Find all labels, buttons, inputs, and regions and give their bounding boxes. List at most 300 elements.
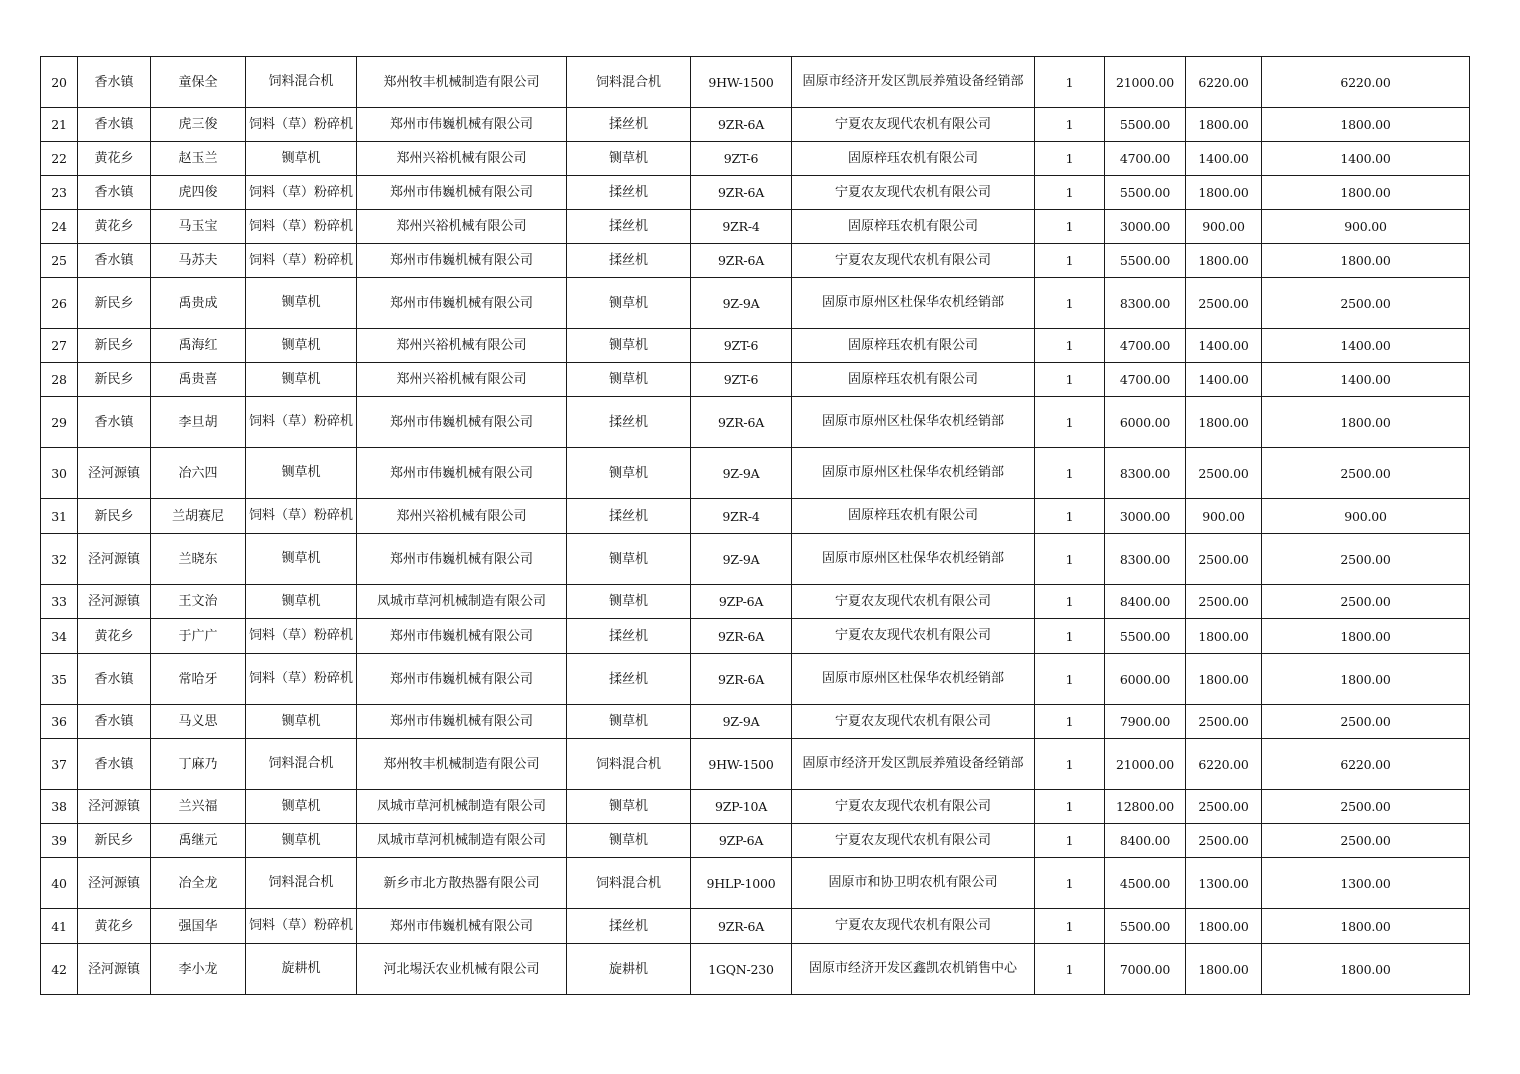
total-subsidy-cell: 1800.00 xyxy=(1262,108,1470,142)
table-row xyxy=(41,397,1470,448)
town-cell: 泾河源镇 xyxy=(78,858,151,909)
product-name-cell: 揉丝机 xyxy=(567,176,691,210)
price-cell: 5500.00 xyxy=(1105,108,1186,142)
manufacturer-cell: 新乡市北方散热器有限公司 xyxy=(357,858,567,909)
quantity-cell: 1 xyxy=(1035,909,1105,944)
product-name-cell: 铡草机 xyxy=(567,142,691,176)
manufacturer-cell: 郑州市伟巍机械有限公司 xyxy=(357,654,567,705)
subsidy-cell: 6220.00 xyxy=(1186,57,1262,108)
total-subsidy-cell: 1800.00 xyxy=(1262,909,1470,944)
name-cell: 兰胡赛尼 xyxy=(151,499,246,534)
table-row xyxy=(41,858,1470,909)
dealer-cell: 固原市原州区杜保华农机经销部 xyxy=(792,278,1035,329)
price-cell: 8300.00 xyxy=(1105,278,1186,329)
name-cell: 王文治 xyxy=(151,585,246,619)
row-number-cell: 31 xyxy=(41,499,78,534)
model-cell: 9ZR-6A xyxy=(691,619,792,654)
total-subsidy-cell: 6220.00 xyxy=(1262,739,1470,790)
name-cell: 虎四俊 xyxy=(151,176,246,210)
row-number-cell: 39 xyxy=(41,824,78,858)
name-cell: 丁麻乃 xyxy=(151,739,246,790)
dealer-cell: 宁夏农友现代农机有限公司 xyxy=(792,585,1035,619)
total-subsidy-cell: 2500.00 xyxy=(1262,448,1470,499)
subsidy-cell: 2500.00 xyxy=(1186,585,1262,619)
table-row xyxy=(41,210,1470,244)
model-cell: 9Z-9A xyxy=(691,534,792,585)
town-cell: 新民乡 xyxy=(78,329,151,363)
machine-category-cell: 铡草机 xyxy=(246,142,357,176)
table-row xyxy=(41,448,1470,499)
model-cell: 9ZR-6A xyxy=(691,244,792,278)
town-cell: 黄花乡 xyxy=(78,619,151,654)
dealer-cell: 固原梓珏农机有限公司 xyxy=(792,210,1035,244)
manufacturer-cell: 郑州市伟巍机械有限公司 xyxy=(357,448,567,499)
name-cell: 赵玉兰 xyxy=(151,142,246,176)
dealer-cell: 宁夏农友现代农机有限公司 xyxy=(792,619,1035,654)
total-subsidy-cell: 6220.00 xyxy=(1262,57,1470,108)
price-cell: 5500.00 xyxy=(1105,244,1186,278)
product-name-cell: 揉丝机 xyxy=(567,244,691,278)
manufacturer-cell: 郑州兴裕机械有限公司 xyxy=(357,142,567,176)
town-cell: 泾河源镇 xyxy=(78,944,151,995)
subsidy-cell: 1800.00 xyxy=(1186,909,1262,944)
dealer-cell: 宁夏农友现代农机有限公司 xyxy=(792,176,1035,210)
town-cell: 香水镇 xyxy=(78,176,151,210)
machine-category-cell: 饲料混合机 xyxy=(246,858,357,909)
manufacturer-cell: 郑州兴裕机械有限公司 xyxy=(357,210,567,244)
total-subsidy-cell: 1400.00 xyxy=(1262,329,1470,363)
row-number-cell: 30 xyxy=(41,448,78,499)
name-cell: 禹贵成 xyxy=(151,278,246,329)
name-cell: 虎三俊 xyxy=(151,108,246,142)
model-cell: 9ZR-6A xyxy=(691,108,792,142)
row-number-cell: 41 xyxy=(41,909,78,944)
dealer-cell: 固原市原州区杜保华农机经销部 xyxy=(792,654,1035,705)
machine-category-cell: 饲料混合机 xyxy=(246,739,357,790)
dealer-cell: 固原市经济开发区凯辰养殖设备经销部 xyxy=(792,57,1035,108)
product-name-cell: 铡草机 xyxy=(567,534,691,585)
row-number-cell: 20 xyxy=(41,57,78,108)
product-name-cell: 铡草机 xyxy=(567,824,691,858)
manufacturer-cell: 郑州市伟巍机械有限公司 xyxy=(357,244,567,278)
name-cell: 兰兴福 xyxy=(151,790,246,824)
quantity-cell: 1 xyxy=(1035,739,1105,790)
table-body xyxy=(41,57,1470,995)
table-row xyxy=(41,534,1470,585)
row-number-cell: 36 xyxy=(41,705,78,739)
manufacturer-cell: 郑州市伟巍机械有限公司 xyxy=(357,705,567,739)
quantity-cell: 1 xyxy=(1035,585,1105,619)
dealer-cell: 宁夏农友现代农机有限公司 xyxy=(792,824,1035,858)
price-cell: 5500.00 xyxy=(1105,619,1186,654)
row-number-cell: 32 xyxy=(41,534,78,585)
subsidy-cell: 1400.00 xyxy=(1186,329,1262,363)
total-subsidy-cell: 1400.00 xyxy=(1262,142,1470,176)
model-cell: 9ZP-10A xyxy=(691,790,792,824)
manufacturer-cell: 郑州兴裕机械有限公司 xyxy=(357,329,567,363)
total-subsidy-cell: 2500.00 xyxy=(1262,705,1470,739)
subsidy-cell: 900.00 xyxy=(1186,499,1262,534)
product-name-cell: 揉丝机 xyxy=(567,619,691,654)
table-row xyxy=(41,824,1470,858)
model-cell: 9ZR-4 xyxy=(691,499,792,534)
price-cell: 4700.00 xyxy=(1105,363,1186,397)
quantity-cell: 1 xyxy=(1035,824,1105,858)
machine-category-cell: 饲料（草）粉碎机 xyxy=(246,108,357,142)
product-name-cell: 揉丝机 xyxy=(567,397,691,448)
table-row xyxy=(41,944,1470,995)
table-row xyxy=(41,499,1470,534)
total-subsidy-cell: 1400.00 xyxy=(1262,363,1470,397)
price-cell: 12800.00 xyxy=(1105,790,1186,824)
total-subsidy-cell: 2500.00 xyxy=(1262,585,1470,619)
total-subsidy-cell: 900.00 xyxy=(1262,210,1470,244)
machine-category-cell: 铡草机 xyxy=(246,363,357,397)
subsidy-cell: 2500.00 xyxy=(1186,824,1262,858)
town-cell: 泾河源镇 xyxy=(78,534,151,585)
model-cell: 9HW-1500 xyxy=(691,739,792,790)
table-row xyxy=(41,363,1470,397)
price-cell: 5500.00 xyxy=(1105,176,1186,210)
town-cell: 新民乡 xyxy=(78,278,151,329)
product-name-cell: 饲料混合机 xyxy=(567,858,691,909)
dealer-cell: 固原市和协卫明农机有限公司 xyxy=(792,858,1035,909)
subsidy-cell: 1800.00 xyxy=(1186,397,1262,448)
quantity-cell: 1 xyxy=(1035,448,1105,499)
machine-category-cell: 铡草机 xyxy=(246,705,357,739)
manufacturer-cell: 郑州市伟巍机械有限公司 xyxy=(357,176,567,210)
name-cell: 于广广 xyxy=(151,619,246,654)
name-cell: 马义思 xyxy=(151,705,246,739)
dealer-cell: 固原梓珏农机有限公司 xyxy=(792,329,1035,363)
total-subsidy-cell: 900.00 xyxy=(1262,499,1470,534)
subsidy-cell: 2500.00 xyxy=(1186,534,1262,585)
machine-category-cell: 铡草机 xyxy=(246,278,357,329)
product-name-cell: 铡草机 xyxy=(567,790,691,824)
product-name-cell: 铡草机 xyxy=(567,363,691,397)
table-row xyxy=(41,329,1470,363)
quantity-cell: 1 xyxy=(1035,57,1105,108)
row-number-cell: 23 xyxy=(41,176,78,210)
quantity-cell: 1 xyxy=(1035,858,1105,909)
name-cell: 童保全 xyxy=(151,57,246,108)
machine-category-cell: 铡草机 xyxy=(246,448,357,499)
price-cell: 4700.00 xyxy=(1105,142,1186,176)
price-cell: 4500.00 xyxy=(1105,858,1186,909)
price-cell: 6000.00 xyxy=(1105,397,1186,448)
subsidy-cell: 1800.00 xyxy=(1186,108,1262,142)
quantity-cell: 1 xyxy=(1035,534,1105,585)
subsidy-cell: 1800.00 xyxy=(1186,654,1262,705)
total-subsidy-cell: 2500.00 xyxy=(1262,824,1470,858)
town-cell: 新民乡 xyxy=(78,363,151,397)
quantity-cell: 1 xyxy=(1035,176,1105,210)
manufacturer-cell: 凤城市草河机械制造有限公司 xyxy=(357,790,567,824)
manufacturer-cell: 郑州市伟巍机械有限公司 xyxy=(357,397,567,448)
quantity-cell: 1 xyxy=(1035,210,1105,244)
machine-category-cell: 铡草机 xyxy=(246,585,357,619)
row-number-cell: 33 xyxy=(41,585,78,619)
town-cell: 黄花乡 xyxy=(78,909,151,944)
machine-category-cell: 饲料（草）粉碎机 xyxy=(246,210,357,244)
price-cell: 21000.00 xyxy=(1105,739,1186,790)
manufacturer-cell: 郑州市伟巍机械有限公司 xyxy=(357,909,567,944)
town-cell: 泾河源镇 xyxy=(78,585,151,619)
name-cell: 兰晓东 xyxy=(151,534,246,585)
row-number-cell: 25 xyxy=(41,244,78,278)
dealer-cell: 宁夏农友现代农机有限公司 xyxy=(792,705,1035,739)
manufacturer-cell: 郑州市伟巍机械有限公司 xyxy=(357,108,567,142)
subsidy-cell: 1800.00 xyxy=(1186,244,1262,278)
model-cell: 9Z-9A xyxy=(691,278,792,329)
total-subsidy-cell: 1800.00 xyxy=(1262,619,1470,654)
price-cell: 7900.00 xyxy=(1105,705,1186,739)
table-row xyxy=(41,585,1470,619)
quantity-cell: 1 xyxy=(1035,705,1105,739)
name-cell: 强国华 xyxy=(151,909,246,944)
quantity-cell: 1 xyxy=(1035,329,1105,363)
machine-category-cell: 饲料混合机 xyxy=(246,57,357,108)
product-name-cell: 揉丝机 xyxy=(567,909,691,944)
model-cell: 9ZR-6A xyxy=(691,654,792,705)
name-cell: 禹海红 xyxy=(151,329,246,363)
price-cell: 8300.00 xyxy=(1105,448,1186,499)
town-cell: 香水镇 xyxy=(78,108,151,142)
row-number-cell: 40 xyxy=(41,858,78,909)
manufacturer-cell: 河北埸沃农业机械有限公司 xyxy=(357,944,567,995)
table-row xyxy=(41,705,1470,739)
total-subsidy-cell: 1800.00 xyxy=(1262,944,1470,995)
name-cell: 李旦胡 xyxy=(151,397,246,448)
manufacturer-cell: 郑州市伟巍机械有限公司 xyxy=(357,278,567,329)
machine-category-cell: 饲料（草）粉碎机 xyxy=(246,499,357,534)
subsidy-cell: 6220.00 xyxy=(1186,739,1262,790)
price-cell: 5500.00 xyxy=(1105,909,1186,944)
machine-category-cell: 饲料（草）粉碎机 xyxy=(246,909,357,944)
town-cell: 泾河源镇 xyxy=(78,790,151,824)
model-cell: 1GQN-230 xyxy=(691,944,792,995)
town-cell: 香水镇 xyxy=(78,397,151,448)
machine-category-cell: 饲料（草）粉碎机 xyxy=(246,619,357,654)
row-number-cell: 34 xyxy=(41,619,78,654)
model-cell: 9ZR-4 xyxy=(691,210,792,244)
product-name-cell: 旋耕机 xyxy=(567,944,691,995)
subsidy-cell: 1800.00 xyxy=(1186,176,1262,210)
machine-category-cell: 铡草机 xyxy=(246,534,357,585)
machine-category-cell: 饲料（草）粉碎机 xyxy=(246,654,357,705)
table-row xyxy=(41,57,1470,108)
row-number-cell: 37 xyxy=(41,739,78,790)
product-name-cell: 饲料混合机 xyxy=(567,739,691,790)
price-cell: 7000.00 xyxy=(1105,944,1186,995)
table-row xyxy=(41,176,1470,210)
quantity-cell: 1 xyxy=(1035,142,1105,176)
product-name-cell: 揉丝机 xyxy=(567,210,691,244)
total-subsidy-cell: 1800.00 xyxy=(1262,397,1470,448)
product-name-cell: 铡草机 xyxy=(567,705,691,739)
subsidy-cell: 1800.00 xyxy=(1186,944,1262,995)
price-cell: 3000.00 xyxy=(1105,499,1186,534)
total-subsidy-cell: 2500.00 xyxy=(1262,790,1470,824)
total-subsidy-cell: 2500.00 xyxy=(1262,278,1470,329)
machine-category-cell: 铡草机 xyxy=(246,790,357,824)
price-cell: 21000.00 xyxy=(1105,57,1186,108)
town-cell: 香水镇 xyxy=(78,57,151,108)
model-cell: 9ZP-6A xyxy=(691,824,792,858)
model-cell: 9Z-9A xyxy=(691,448,792,499)
machine-category-cell: 旋耕机 xyxy=(246,944,357,995)
total-subsidy-cell: 1300.00 xyxy=(1262,858,1470,909)
dealer-cell: 固原市原州区杜保华农机经销部 xyxy=(792,534,1035,585)
product-name-cell: 铡草机 xyxy=(567,278,691,329)
quantity-cell: 1 xyxy=(1035,244,1105,278)
town-cell: 新民乡 xyxy=(78,499,151,534)
table-row xyxy=(41,654,1470,705)
name-cell: 冶全龙 xyxy=(151,858,246,909)
model-cell: 9ZR-6A xyxy=(691,397,792,448)
row-number-cell: 24 xyxy=(41,210,78,244)
price-cell: 6000.00 xyxy=(1105,654,1186,705)
total-subsidy-cell: 1800.00 xyxy=(1262,176,1470,210)
name-cell: 常哈牙 xyxy=(151,654,246,705)
total-subsidy-cell: 1800.00 xyxy=(1262,654,1470,705)
town-cell: 香水镇 xyxy=(78,654,151,705)
table-row xyxy=(41,244,1470,278)
manufacturer-cell: 郑州牧丰机械制造有限公司 xyxy=(357,739,567,790)
subsidy-cell: 1800.00 xyxy=(1186,619,1262,654)
price-cell: 4700.00 xyxy=(1105,329,1186,363)
row-number-cell: 22 xyxy=(41,142,78,176)
product-name-cell: 揉丝机 xyxy=(567,499,691,534)
model-cell: 9Z-9A xyxy=(691,705,792,739)
model-cell: 9HLP-1000 xyxy=(691,858,792,909)
quantity-cell: 1 xyxy=(1035,619,1105,654)
machine-category-cell: 铡草机 xyxy=(246,329,357,363)
model-cell: 9ZP-6A xyxy=(691,585,792,619)
town-cell: 香水镇 xyxy=(78,244,151,278)
model-cell: 9ZT-6 xyxy=(691,329,792,363)
quantity-cell: 1 xyxy=(1035,654,1105,705)
subsidy-cell: 2500.00 xyxy=(1186,448,1262,499)
town-cell: 新民乡 xyxy=(78,824,151,858)
row-number-cell: 26 xyxy=(41,278,78,329)
name-cell: 马玉宝 xyxy=(151,210,246,244)
row-number-cell: 29 xyxy=(41,397,78,448)
subsidy-cell: 2500.00 xyxy=(1186,790,1262,824)
row-number-cell: 35 xyxy=(41,654,78,705)
dealer-cell: 固原梓珏农机有限公司 xyxy=(792,142,1035,176)
subsidy-cell: 1400.00 xyxy=(1186,363,1262,397)
manufacturer-cell: 郑州兴裕机械有限公司 xyxy=(357,499,567,534)
dealer-cell: 宁夏农友现代农机有限公司 xyxy=(792,790,1035,824)
price-cell: 3000.00 xyxy=(1105,210,1186,244)
model-cell: 9ZR-6A xyxy=(691,909,792,944)
name-cell: 马苏夫 xyxy=(151,244,246,278)
town-cell: 泾河源镇 xyxy=(78,448,151,499)
row-number-cell: 42 xyxy=(41,944,78,995)
manufacturer-cell: 郑州兴裕机械有限公司 xyxy=(357,363,567,397)
product-name-cell: 铡草机 xyxy=(567,448,691,499)
dealer-cell: 固原梓珏农机有限公司 xyxy=(792,363,1035,397)
dealer-cell: 固原市原州区杜保华农机经销部 xyxy=(792,448,1035,499)
manufacturer-cell: 郑州牧丰机械制造有限公司 xyxy=(357,57,567,108)
quantity-cell: 1 xyxy=(1035,397,1105,448)
dealer-cell: 宁夏农友现代农机有限公司 xyxy=(792,108,1035,142)
product-name-cell: 饲料混合机 xyxy=(567,57,691,108)
row-number-cell: 28 xyxy=(41,363,78,397)
row-number-cell: 27 xyxy=(41,329,78,363)
quantity-cell: 1 xyxy=(1035,278,1105,329)
subsidy-cell: 1400.00 xyxy=(1186,142,1262,176)
dealer-cell: 宁夏农友现代农机有限公司 xyxy=(792,244,1035,278)
model-cell: 9ZT-6 xyxy=(691,142,792,176)
price-cell: 8400.00 xyxy=(1105,824,1186,858)
data-table xyxy=(40,56,1470,995)
machine-category-cell: 饲料（草）粉碎机 xyxy=(246,176,357,210)
machine-category-cell: 饲料（草）粉碎机 xyxy=(246,397,357,448)
table-row xyxy=(41,739,1470,790)
row-number-cell: 38 xyxy=(41,790,78,824)
subsidy-cell: 900.00 xyxy=(1186,210,1262,244)
manufacturer-cell: 郑州市伟巍机械有限公司 xyxy=(357,534,567,585)
town-cell: 香水镇 xyxy=(78,739,151,790)
manufacturer-cell: 凤城市草河机械制造有限公司 xyxy=(357,824,567,858)
manufacturer-cell: 凤城市草河机械制造有限公司 xyxy=(357,585,567,619)
dealer-cell: 固原市经济开发区鑫凯农机销售中心 xyxy=(792,944,1035,995)
dealer-cell: 宁夏农友现代农机有限公司 xyxy=(792,909,1035,944)
name-cell: 禹贵喜 xyxy=(151,363,246,397)
product-name-cell: 揉丝机 xyxy=(567,108,691,142)
product-name-cell: 铡草机 xyxy=(567,329,691,363)
table-row xyxy=(41,619,1470,654)
town-cell: 黄花乡 xyxy=(78,142,151,176)
total-subsidy-cell: 1800.00 xyxy=(1262,244,1470,278)
quantity-cell: 1 xyxy=(1035,363,1105,397)
row-number-cell: 21 xyxy=(41,108,78,142)
dealer-cell: 固原市经济开发区凯辰养殖设备经销部 xyxy=(792,739,1035,790)
total-subsidy-cell: 2500.00 xyxy=(1262,534,1470,585)
machine-category-cell: 铡草机 xyxy=(246,824,357,858)
name-cell: 冶六四 xyxy=(151,448,246,499)
table-row xyxy=(41,909,1470,944)
quantity-cell: 1 xyxy=(1035,108,1105,142)
quantity-cell: 1 xyxy=(1035,944,1105,995)
model-cell: 9HW-1500 xyxy=(691,57,792,108)
subsidy-cell: 1300.00 xyxy=(1186,858,1262,909)
price-cell: 8300.00 xyxy=(1105,534,1186,585)
quantity-cell: 1 xyxy=(1035,790,1105,824)
town-cell: 香水镇 xyxy=(78,705,151,739)
price-cell: 8400.00 xyxy=(1105,585,1186,619)
model-cell: 9ZR-6A xyxy=(691,176,792,210)
quantity-cell: 1 xyxy=(1035,499,1105,534)
name-cell: 李小龙 xyxy=(151,944,246,995)
model-cell: 9ZT-6 xyxy=(691,363,792,397)
machine-category-cell: 饲料（草）粉碎机 xyxy=(246,244,357,278)
town-cell: 黄花乡 xyxy=(78,210,151,244)
product-name-cell: 铡草机 xyxy=(567,585,691,619)
subsidy-cell: 2500.00 xyxy=(1186,278,1262,329)
name-cell: 禹继元 xyxy=(151,824,246,858)
product-name-cell: 揉丝机 xyxy=(567,654,691,705)
dealer-cell: 固原梓珏农机有限公司 xyxy=(792,499,1035,534)
table-row xyxy=(41,108,1470,142)
table-row xyxy=(41,278,1470,329)
manufacturer-cell: 郑州市伟巍机械有限公司 xyxy=(357,619,567,654)
dealer-cell: 固原市原州区杜保华农机经销部 xyxy=(792,397,1035,448)
subsidy-cell: 2500.00 xyxy=(1186,705,1262,739)
table-row xyxy=(41,142,1470,176)
